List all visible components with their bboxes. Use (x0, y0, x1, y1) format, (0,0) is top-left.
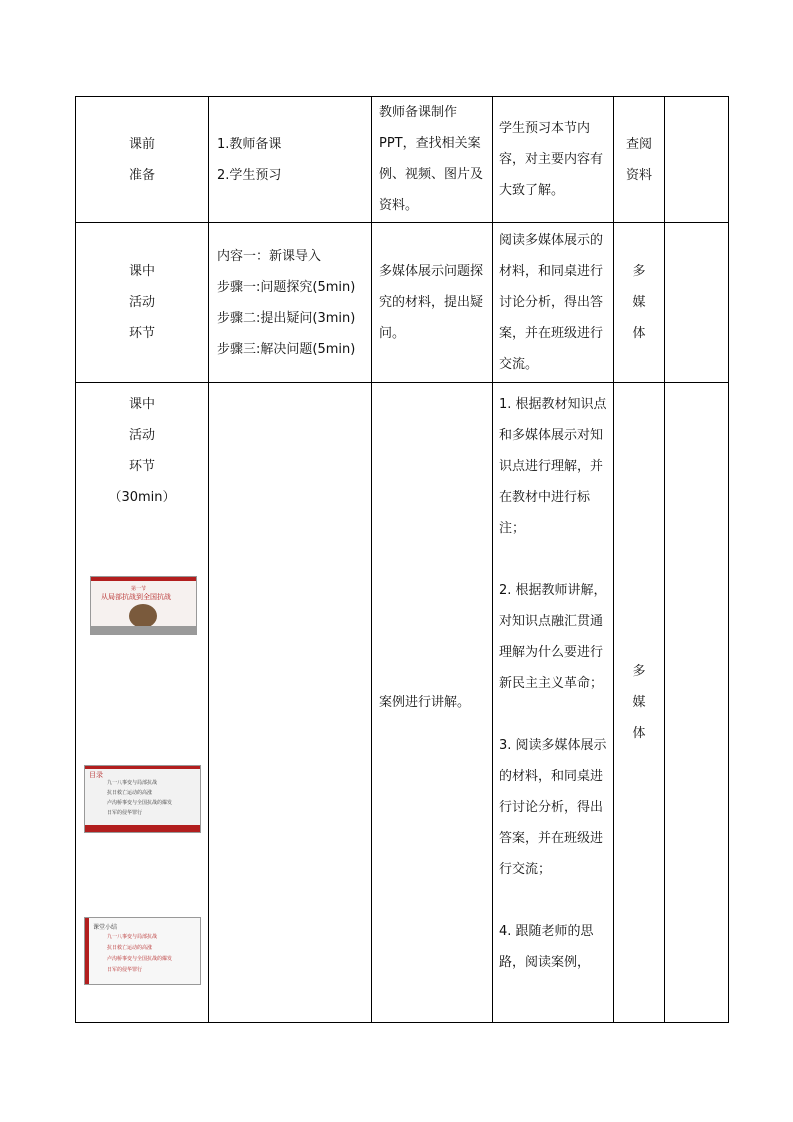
content-item: 步骤二:提出疑问(3min) (217, 310, 356, 326)
resource-text: 多 (632, 664, 646, 679)
stage-text: 环节 (128, 326, 155, 341)
teacher-activity-cell (372, 383, 493, 1023)
student-activity-cell (493, 383, 614, 1023)
empty-cell (665, 97, 729, 223)
student-activity-text: 4. 跟随老师的思路，阅读案例， (499, 924, 594, 970)
student-activity-text: 阅读多媒体展示的材料，和同桌进行讨论分析，得出答案，并在班级进行交流。 (499, 233, 604, 372)
resource-text: 多 (632, 264, 646, 279)
student-activity-text: 1. 根据教材知识点和多媒体展示对知识点进行理解，并在教材中进行标注； (499, 397, 607, 536)
resource-text: 媒 (632, 695, 646, 710)
table-row (76, 97, 729, 223)
slide-title: 从局部抗战到全国抗战 (101, 593, 171, 601)
resource-cell (614, 223, 665, 383)
slide-list-item: 卢沟桥事变与全国抗战的爆发 (107, 956, 173, 962)
slide-title: 课堂小结 (93, 924, 118, 931)
resource-text: 资料 (625, 167, 652, 183)
student-activity-text: 学生预习本节内容，对主要内容有大致了解。 (499, 121, 604, 198)
stage-cell (76, 97, 209, 223)
resource-text: 体 (632, 726, 646, 741)
stage-text: 活动 (128, 428, 155, 443)
slide-list-item: 九一八事变与局部抗战 (107, 934, 158, 940)
stage-text: 课中 (128, 264, 155, 279)
content-item: 步骤三:解决问题(5min) (217, 341, 356, 357)
table-row (76, 223, 729, 383)
empty-cell (665, 383, 729, 1023)
teacher-activity-text: 案例进行讲解。 (379, 695, 471, 710)
slide-list-item: 抗日救亡运动的高涨 (107, 945, 153, 951)
stage-cell (76, 223, 209, 383)
content-cell (209, 383, 372, 1023)
student-activity-text: 3. 阅读多媒体展示的材料，和同桌进行讨论分析，得出答案，并在班级进行交流； (499, 738, 607, 877)
slide-list-item: 抗日救亡运动的高涨 (107, 790, 153, 796)
teacher-activity-text: 教师备课制作PPT，查找相关案例、视频、图片及资料。 (379, 105, 484, 213)
slide-list-item: 九一八事变与局部抗战 (107, 780, 158, 786)
content-item: 内容一：新课导入 (217, 248, 322, 264)
resource-text: 媒 (632, 295, 646, 310)
teacher-activity-cell (372, 97, 493, 223)
content-item: 2.学生预习 (217, 167, 282, 183)
slide-tag: 第一节 (131, 586, 147, 592)
empty-cell (665, 223, 729, 383)
teacher-activity-cell (372, 223, 493, 383)
resource-text: 查阅 (625, 136, 652, 152)
content-item: 步骤一:问题探究(5min) (217, 279, 356, 295)
student-activity-text: 2. 根据教师讲解，对知识点融汇贯通理解为什么要进行新民主主义革命； (499, 583, 607, 691)
stage-text: 课前 (128, 136, 155, 152)
slide-title: 目录 (89, 771, 103, 779)
teacher-activity-text: 多媒体展示问题探究的材料，提出疑问。 (379, 264, 484, 341)
content-cell (209, 97, 372, 223)
student-activity-cell (493, 97, 614, 223)
lesson-plan-table (75, 96, 729, 1023)
slide-thumbnail-2 (84, 765, 201, 833)
stage-text: 课中 (128, 397, 155, 412)
stage-text: 准备 (128, 167, 155, 183)
photo-thumb (129, 604, 157, 628)
slide-thumbnail-3 (84, 917, 201, 985)
resource-text: 体 (632, 326, 646, 341)
resource-cell (614, 383, 665, 1023)
slide-list-item: 日军的侵华罪行 (107, 810, 143, 816)
slide-list-item: 卢沟桥事变与全国抗战的爆发 (107, 800, 173, 806)
content-cell (209, 223, 372, 383)
stage-text: 活动 (128, 295, 155, 310)
student-activity-cell (493, 223, 614, 383)
stage-text: 环节 (128, 459, 155, 474)
content-item: 1.教师备课 (217, 136, 282, 152)
slide-list-item: 日军的侵华罪行 (107, 967, 143, 973)
resource-cell (614, 97, 665, 223)
slide-thumbnail-1 (90, 576, 197, 635)
stage-text: （30min） (108, 490, 176, 505)
